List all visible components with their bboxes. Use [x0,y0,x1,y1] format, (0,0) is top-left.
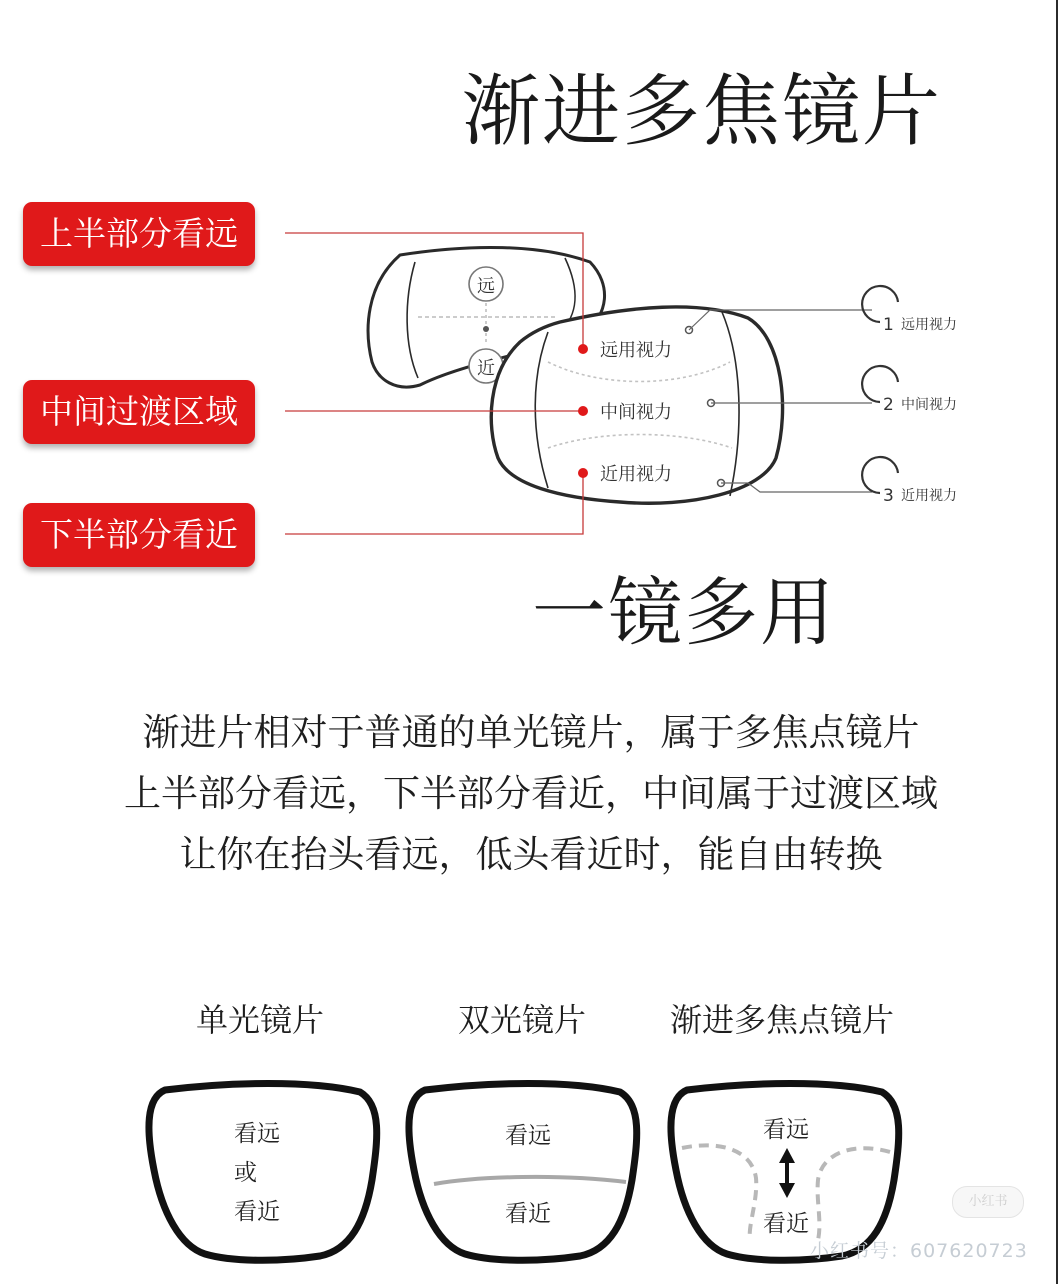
description-line-3: 让你在抬头看远，低头看近时，能自由转换 [179,833,883,876]
single-far-label: 看远 [234,1121,280,1147]
callout-1-label: 远用视力 [901,317,957,333]
callout-2-number: 2 [883,395,894,415]
bifocal-divider [434,1177,626,1184]
slogan: 一镜多用 [532,570,836,656]
upper-zone-tag: 上半部分看远 [23,202,255,266]
middle-zone-label: 中间视力 [600,402,672,423]
lower-zone-tag: 下半部分看近 [23,503,255,567]
progressive-far-label: 看远 [763,1117,809,1143]
single-or-label: 或 [234,1160,257,1186]
up-down-arrow-icon [779,1148,795,1198]
bifocal-title: 双光镜片 [457,1001,586,1039]
middle-zone-tag: 中间过渡区域 [23,380,255,444]
bifocal-far-label: 看远 [505,1123,551,1149]
page-title: 渐进多焦镜片 [462,67,943,157]
watermark-badge: 小红书 [952,1186,1024,1218]
far-mark-label: 远 [477,276,495,297]
far-zone-label: 远用视力 [600,340,672,361]
single-vision-lens [149,1084,377,1261]
callout-2-label: 中间视力 [901,397,957,413]
callout-3-number: 3 [883,486,894,506]
watermark-text: 小红书号：607620723 [810,1240,1028,1262]
description-line-1: 渐进片相对于普通的单光镜片，属于多焦点镜片 [142,711,920,754]
callout-3-label: 近用视力 [901,488,957,504]
near-zone-label: 近用视力 [600,464,672,485]
bifocal-lens [409,1084,637,1261]
description-line-2: 上半部分看远，下半部分看近，中间属于过渡区域 [124,772,938,815]
bifocal-near-label: 看近 [505,1201,551,1227]
single-near-label: 看近 [234,1199,280,1225]
progressive-near-label: 看近 [763,1211,809,1237]
progressive-title: 渐进多焦点镜片 [669,1001,894,1039]
single-vision-title: 单光镜片 [195,1001,324,1039]
near-mark-label: 近 [477,358,495,379]
callout-1-number: 1 [883,315,894,335]
